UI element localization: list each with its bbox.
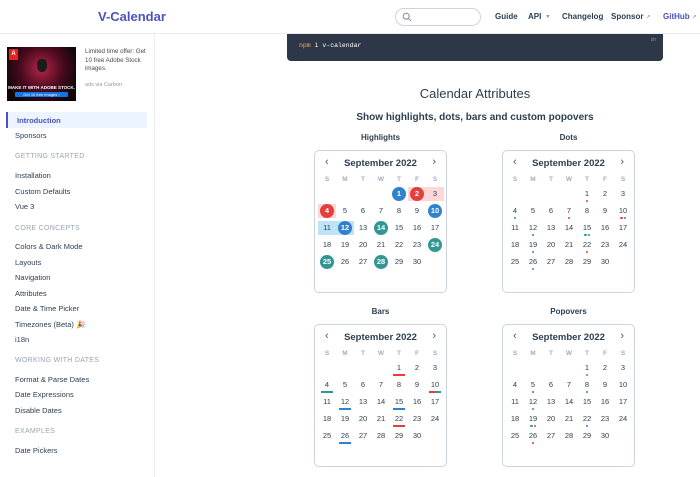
calendar-day[interactable]: 9 [602,380,608,389]
calendar-day[interactable]: 1 [584,363,590,372]
calendar-day[interactable]: 19 [340,414,350,423]
weekday-label: M [530,350,536,357]
calendar-day[interactable]: 15 [394,223,404,232]
day-dot [584,234,587,237]
calendar-popovers [502,324,635,467]
install-command [299,42,361,49]
calendar-day[interactable]: 7 [566,206,572,215]
calendar-day[interactable]: 18 [510,240,520,249]
site-title[interactable]: V-Calendar [98,9,166,24]
chevron-left-icon[interactable]: ‹ [325,156,329,168]
calendar-day[interactable]: 13 [546,397,556,406]
weekday-label: S [324,350,330,357]
calendar-day[interactable]: 9 [602,206,608,215]
weekday-label: T [585,350,589,357]
sidebar [0,34,155,477]
calendar-day[interactable]: 1 [390,185,408,202]
calendar-day[interactable]: 5 [342,206,348,215]
calendar-day[interactable]: 16 [412,397,422,406]
day-dot [534,425,537,428]
nav-api-label: API [528,12,542,21]
calendar-day[interactable]: 22 [394,240,404,249]
weekday-label: T [585,176,589,183]
calendar-day[interactable]: 19 [528,240,538,249]
weekday-label: W [565,350,573,357]
calendar-day[interactable]: 1 [396,363,402,372]
calendar-day[interactable]: 6 [548,380,554,389]
calendar-day[interactable]: 27 [358,257,368,266]
calendar-day[interactable]: 4 [512,206,518,215]
code-language-label: sh [650,37,656,43]
calendar-day[interactable]: 24 [426,236,444,253]
calendar-day[interactable]: 26 [528,257,538,266]
calendar-day[interactable]: 21 [564,240,574,249]
calendar-day[interactable]: 15 [582,223,592,232]
weekday-label: F [603,350,607,357]
sidebar-section-getting-started: GETTING STARTED [15,153,85,160]
sidebar-item-introduction[interactable]: Introduction [6,112,147,128]
sidebar-item-custom-defaults[interactable]: Custom Defaults [15,187,71,196]
caption-bars: Bars [371,307,390,316]
weekday-label: W [565,176,573,183]
calendar-day[interactable]: 28 [372,253,390,270]
calendar-day[interactable]: 9 [414,380,420,389]
calendar-day[interactable]: 8 [396,380,402,389]
external-link-icon: ↗ [691,15,697,21]
navbar [0,0,700,34]
adobe-logo-icon: A [9,49,18,60]
calendar-day[interactable]: 16 [600,223,610,232]
day-bar [321,391,333,393]
calendar-day[interactable]: 21 [376,414,386,423]
calendar-day[interactable]: 21 [564,414,574,423]
code-args: i v-calendar [310,42,362,49]
weekday-label: T [361,350,365,357]
day-bar [393,374,405,376]
calendar-day[interactable]: 16 [412,223,422,232]
calendar-day[interactable]: 16 [600,397,610,406]
calendar-day[interactable]: 6 [360,206,366,215]
chevron-right-icon[interactable]: › [620,156,624,168]
calendar-day[interactable]: 19 [340,240,350,249]
calendar-day[interactable]: 10 [618,380,628,389]
calendar-day[interactable]: 17 [430,397,440,406]
weekday-label: F [415,350,419,357]
sidebar-item-vue3[interactable]: Vue 3 [15,202,35,211]
month-title[interactable]: September 2022 [532,332,605,343]
calendar-day[interactable]: 8 [584,380,590,389]
nav-sponsor-label: Sponsor [611,12,644,21]
calendar-day[interactable]: 5 [530,206,536,215]
calendar-day[interactable]: 29 [582,431,592,440]
calendar-day[interactable]: 18 [510,414,520,423]
calendar-day[interactable]: 14 [564,397,574,406]
chevron-left-icon[interactable]: ‹ [513,330,517,342]
ad-text[interactable]: Limited time offer: Get 10 free Adobe Stock images. [85,48,146,72]
section-subtitle: Show highlights, dots, bars and custom popovers [356,112,594,123]
calendar-day[interactable]: 15 [582,397,592,406]
sidebar-item-i18n[interactable]: i18n [15,335,30,344]
weekday-label: S [512,176,518,183]
calendar-day[interactable]: 1 [584,189,590,198]
calendar-day[interactable]: 27 [546,257,556,266]
ad-figure [37,59,47,72]
calendar-day[interactable]: 30 [600,431,610,440]
nav-github-label: GitHub [663,12,690,21]
calendar-day[interactable]: 30 [600,257,610,266]
calendar-day[interactable]: 20 [358,240,368,249]
weekday-label: T [549,176,553,183]
calendar-day[interactable]: 28 [564,257,574,266]
calendar-day[interactable]: 23 [600,414,610,423]
sidebar-section-working-with-dates: WORKING WITH DATES [15,357,100,364]
day-dot [624,217,627,220]
sidebar-item-timezones[interactable]: Timezones (Beta) 🎉 [15,320,86,329]
ad-image-cta: Get 10 free images › [15,92,68,97]
chevron-down-icon: ▼ [545,14,551,20]
calendar-day[interactable]: 10 [430,380,440,389]
calendar-day[interactable]: 9 [414,206,420,215]
calendar-day[interactable]: 26 [340,431,350,440]
day-bar [393,408,405,410]
weekday-label: S [324,176,330,183]
code-block [287,34,663,61]
weekday-label: F [603,176,607,183]
external-link-icon: ↗ [645,15,651,21]
calendar-day[interactable]: 29 [394,431,404,440]
ad-image-headline: MAKE IT WITH ADOBE STOCK. [8,85,75,90]
calendar-day[interactable]: 28 [564,431,574,440]
sidebar-section-core-concepts: CORE CONCEPTS [15,225,80,232]
calendar-day[interactable]: 8 [584,206,590,215]
calendar-day[interactable]: 23 [600,240,610,249]
weekday-label: T [397,176,401,183]
calendar-day[interactable]: 7 [378,380,384,389]
day-dot [620,217,623,220]
caption-dots: Dots [559,133,578,142]
calendar-day[interactable]: 10 [426,202,444,219]
weekday-label: T [549,350,553,357]
calendar-day[interactable]: 21 [376,240,386,249]
ad-image[interactable] [7,47,76,101]
search-icon [402,12,412,22]
calendar-day[interactable]: 2 [602,363,608,372]
calendar-day[interactable]: 3 [432,189,438,198]
sidebar-item-installation[interactable]: Installation [15,171,51,180]
calendar-day[interactable]: 4 [318,202,336,219]
calendar-day[interactable]: 14 [376,397,386,406]
page-title: Calendar Attributes [419,86,531,101]
calendar-day[interactable]: 12 [336,219,354,236]
weekday-label: T [397,350,401,357]
calendar-highlights [314,150,447,293]
calendar-day[interactable]: 12 [340,397,350,406]
caption-popovers: Popovers [550,307,587,316]
calendar-day[interactable]: 8 [396,206,402,215]
month-title[interactable]: September 2022 [344,332,417,343]
calendar-day[interactable]: 6 [548,206,554,215]
day-bar [393,425,405,427]
sidebar-item-disable-dates[interactable]: Disable Dates [15,406,62,415]
calendar-day[interactable]: 24 [430,414,440,423]
calendar-day[interactable]: 6 [360,380,366,389]
calendar-day[interactable]: 11 [511,397,519,406]
weekday-label: M [530,176,536,183]
day-dot [530,425,533,428]
search-input[interactable] [395,8,481,26]
calendar-day[interactable]: 12 [528,397,538,406]
calendar-day[interactable]: 12 [528,223,538,232]
day-bar [435,391,441,393]
weekday-label: T [361,176,365,183]
nav-changelog[interactable]: Changelog [562,12,604,21]
calendar-day[interactable]: 15 [394,397,404,406]
nav-api[interactable] [528,12,550,21]
calendar-day[interactable]: 23 [412,240,422,249]
calendar-day[interactable]: 4 [512,380,518,389]
calendar-day[interactable]: 19 [528,414,538,423]
calendar-day[interactable]: 26 [528,431,538,440]
calendar-day[interactable]: 29 [582,257,592,266]
weekday-label: S [512,350,518,357]
nav-sponsor[interactable] [611,12,650,21]
calendar-day[interactable]: 11 [511,223,519,232]
calendar-day[interactable]: 25 [318,253,336,270]
day-bar [339,408,351,410]
calendar-day[interactable]: 5 [342,380,348,389]
calendar-day[interactable]: 24 [618,240,628,249]
sidebar-item-sponsors[interactable]: Sponsors [15,131,47,140]
calendar-day[interactable]: 27 [546,431,556,440]
calendar-day[interactable]: 14 [372,219,390,236]
calendar-day[interactable]: 20 [358,414,368,423]
calendar-day[interactable]: 18 [322,240,332,249]
calendar-day[interactable]: 24 [618,414,628,423]
calendar-day[interactable]: 13 [358,397,368,406]
chevron-left-icon[interactable]: ‹ [513,156,517,168]
calendar-day[interactable]: 28 [376,431,386,440]
month-title[interactable]: September 2022 [532,158,605,169]
calendar-bars [314,324,447,467]
chevron-right-icon[interactable]: › [620,330,624,342]
sidebar-item-attributes[interactable]: Attributes [15,289,47,298]
calendar-day[interactable]: 23 [412,414,422,423]
calendar-day[interactable]: 22 [394,414,404,423]
calendar-day[interactable]: 17 [430,223,440,232]
weekday-label: M [342,176,348,183]
weekday-label: W [377,176,385,183]
calendar-day[interactable]: 2 [602,189,608,198]
sidebar-section-examples: EXAMPLES [15,428,56,435]
calendar-day[interactable]: 7 [378,206,384,215]
calendar-day[interactable]: 25 [322,431,332,440]
chevron-right-icon[interactable]: › [432,156,436,168]
calendar-day[interactable]: 22 [582,240,592,249]
calendar-day[interactable]: 13 [358,223,368,232]
sidebar-item-colors[interactable]: Colors & Dark Mode [15,242,83,251]
sidebar-item-date-pickers[interactable]: Date Pickers [15,446,58,455]
calendar-day[interactable]: 7 [566,380,572,389]
calendar-day[interactable]: 22 [582,414,592,423]
weekday-label: M [342,350,348,357]
sidebar-item-date-expressions[interactable]: Date Expressions [15,390,74,399]
sidebar-item-date-time-picker[interactable]: Date & Time Picker [15,304,80,313]
calendar-dots [502,150,635,293]
calendar-day[interactable]: 13 [546,223,556,232]
calendar-day[interactable]: 3 [620,363,626,372]
calendar-day[interactable]: 29 [394,257,404,266]
sidebar-item-layouts[interactable]: Layouts [15,258,42,267]
calendar-day[interactable]: 10 [618,206,628,215]
chevron-right-icon[interactable]: › [432,330,436,342]
calendar-day[interactable]: 5 [530,380,536,389]
calendar-day[interactable]: 2 [414,363,420,372]
calendar-day[interactable]: 18 [322,414,332,423]
calendar-day[interactable]: 11 [323,397,331,406]
calendar-day[interactable]: 25 [510,431,520,440]
ad-via-link[interactable]: ads via Carbon [85,82,122,88]
calendar-day[interactable]: 17 [618,397,628,406]
calendar-day[interactable]: 11 [323,223,331,232]
calendar-day[interactable]: 27 [358,431,368,440]
calendar-day[interactable]: 30 [412,257,422,266]
weekday-label: S [432,176,438,183]
weekday-label: S [620,176,626,183]
weekday-label: W [377,350,385,357]
calendar-day[interactable]: 4 [324,380,330,389]
month-title[interactable]: September 2022 [344,158,417,169]
day-dot [588,234,591,237]
chevron-left-icon[interactable]: ‹ [325,330,329,342]
calendar-day[interactable]: 3 [620,189,626,198]
nav-guide[interactable]: Guide [495,12,518,21]
sidebar-item-format-parse[interactable]: Format & Parse Dates [15,375,90,384]
calendar-day[interactable]: 14 [564,223,574,232]
calendar-day[interactable]: 2 [408,185,426,202]
calendar-day[interactable]: 17 [618,223,628,232]
calendar-day[interactable]: 20 [546,414,556,423]
code-keyword: npm [299,42,311,49]
weekday-label: S [620,350,626,357]
caption-highlights: Highlights [360,133,401,142]
calendar-day[interactable]: 3 [432,363,438,372]
sidebar-item-navigation[interactable]: Navigation [15,273,51,282]
calendar-day[interactable]: 20 [546,240,556,249]
nav-github[interactable] [663,12,697,21]
day-bar [339,442,351,444]
calendar-day[interactable]: 26 [340,257,350,266]
weekday-label: F [415,176,419,183]
calendar-day[interactable]: 25 [510,257,520,266]
weekday-label: S [432,350,438,357]
calendar-day[interactable]: 30 [412,431,422,440]
